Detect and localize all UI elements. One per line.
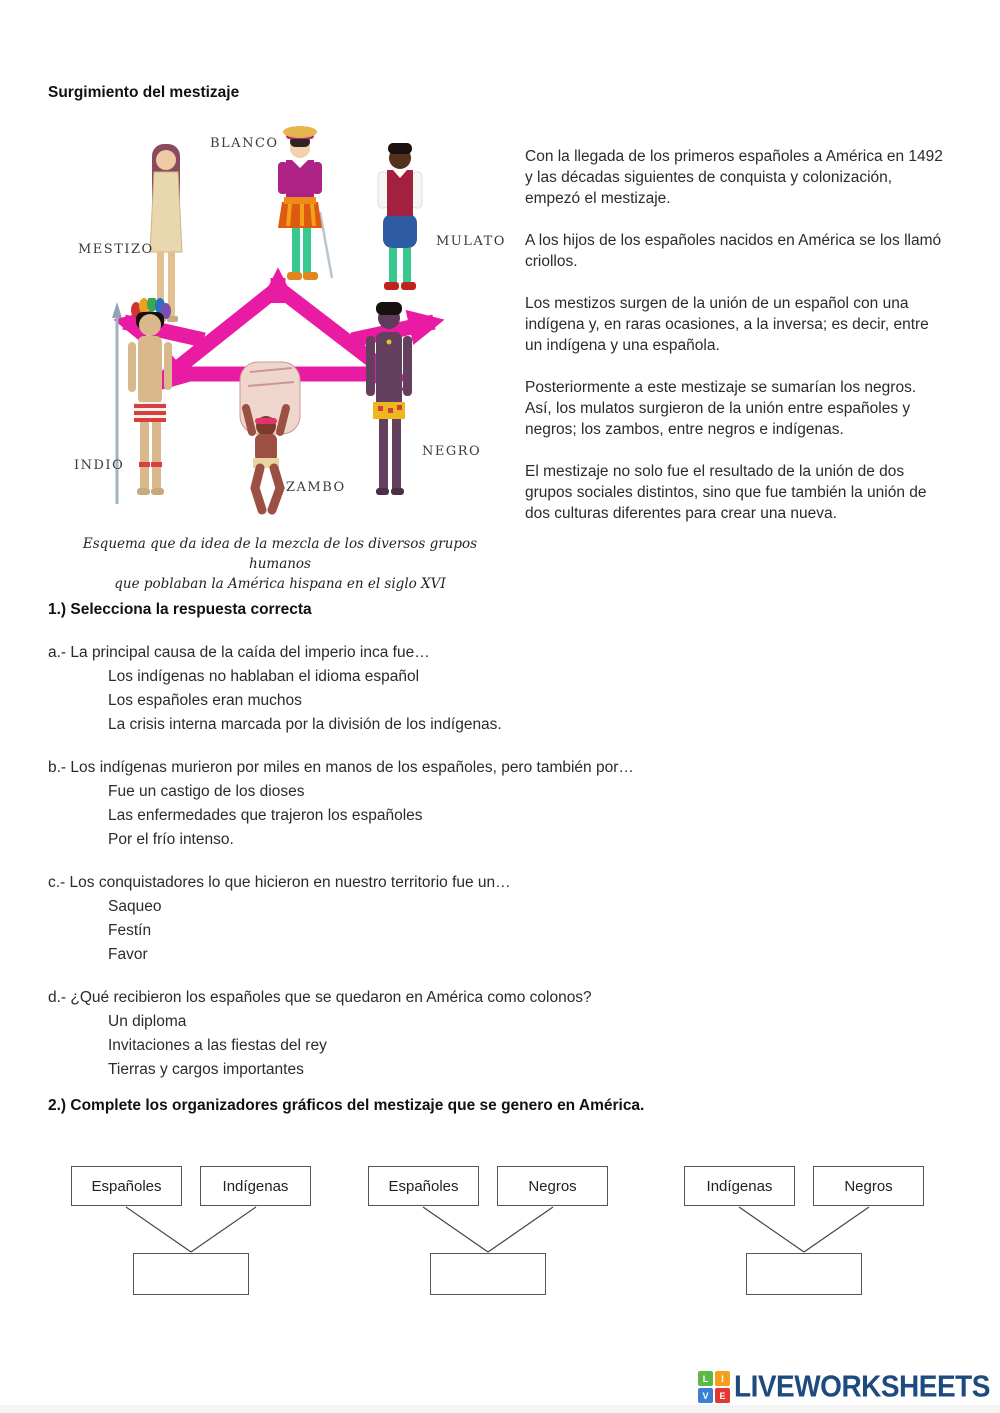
liveworksheets-grid-icon [698,1371,730,1403]
label-zambo: ZAMBO [286,480,346,495]
question-a-option[interactable]: La crisis interna marcada por la división de los indígenas. [108,716,502,733]
question-b-option[interactable]: Fue un castigo de los dioses [108,783,305,800]
question-a-option[interactable]: Los españoles eran muchos [108,692,302,709]
organizer-top-row [68,1166,314,1206]
diagram-caption-line1: Esquema que da idea de la mezcla de los diversos grupos humanos [82,536,478,572]
question-d-label: d.- ¿Qué recibieron los españoles que se quedaron en América como colonos? [48,989,592,1006]
logo-square-e: E [715,1388,730,1403]
question-b [48,756,948,852]
question-c-option[interactable]: Festín [108,922,152,939]
organizer-top-row [365,1166,611,1206]
page-bottom-edge [0,1405,1000,1413]
organizer-connector-lines [365,1206,611,1253]
organizer-box-right: Negros [497,1166,608,1206]
question-b-label: b.- Los indígenas murieron por miles en manos de los españoles, pero también por… [48,759,634,776]
organizer-answer-box[interactable] [133,1253,249,1295]
question-2-heading: 2.) Complete los organizadores gráficos del mestizaje que se genero en América. [48,1097,645,1114]
logo-square-i: I [715,1371,730,1386]
logo-square-v: V [698,1388,713,1403]
logo-square-l: L [698,1371,713,1386]
question-c-option[interactable]: Favor [108,946,148,963]
label-indio: INDIO [74,458,125,473]
mestizaje-diagram [60,112,506,592]
liveworksheets-wordmark: LIVEWORKSHEETS [734,1369,990,1404]
question-d-option[interactable]: Un diploma [108,1013,187,1030]
page-title: Surgimiento del mestizaje [48,84,240,101]
intro-paragraph: A los hijos de los españoles nacidos en América se los llamó criollos. [525,232,942,270]
intro-paragraph: Con la llegada de los primeros españoles a América en 1492 y las décadas siguientes de conquista y colonización, empezó el mestizaje. [525,148,943,207]
diagram-caption-line2: que poblaban la América hispana en el siglo XVI [114,576,446,592]
liveworksheets-logo [698,1371,990,1403]
organizer-box-right: Indígenas [200,1166,311,1206]
label-negro: NEGRO [422,444,482,459]
negro-figure [354,300,426,502]
question-d-option[interactable]: Invitaciones a las fiestas del rey [108,1037,327,1054]
organizer-box-left: Indígenas [684,1166,795,1206]
organizer-box-left: Españoles [368,1166,479,1206]
label-mulato: MULATO [436,234,506,249]
mulato-figure [365,140,435,306]
diagram-caption [60,534,500,594]
organizer-answer-box[interactable] [430,1253,546,1295]
question-a-label: a.- La principal causa de la caída del imperio inca fue… [48,644,430,661]
question-c-option[interactable]: Saqueo [108,898,162,915]
question-b-option[interactable]: Por el frío intenso. [108,831,234,848]
indio-figure [104,298,196,510]
question-d [48,986,948,1082]
organizer-espanoles-negros [365,1166,611,1302]
question-1-section [48,601,948,1101]
label-mestizo: MESTIZO [78,242,154,257]
question-1-heading: 1.) Selecciona la respuesta correcta [48,601,312,618]
intro-paragraph: El mestizaje no solo fue el resultado de la unión de dos grupos sociales distintos, sino que fue también la unión de dos culturas diferentes para crear una nueva. [525,463,927,522]
intro-paragraph: Posteriormente a este mestizaje se sumarían los negros. Así, los mulatos surgieron de la unión entre españoles y negros; los zambos, entre negros e indígenas. [525,379,917,438]
question-d-option[interactable]: Tierras y cargos importantes [108,1061,304,1078]
intro-paragraph: Los mestizos surgen de la unión de un español con una indígena y, en raras ocasiones, a la inversa; es decir, entre un indígena y una española. [525,295,929,354]
organizer-box-left: Españoles [71,1166,182,1206]
organizer-answer-box[interactable] [746,1253,862,1295]
organizer-top-row [681,1166,927,1206]
label-blanco: BLANCO [210,136,279,151]
organizer-connector-lines [681,1206,927,1253]
organizer-connector-lines [68,1206,314,1253]
question-c [48,871,948,967]
intro-text-column [525,146,945,545]
question-c-label: c.- Los conquistadores lo que hicieron en nuestro territorio fue un… [48,874,511,891]
organizer-box-right: Negros [813,1166,924,1206]
organizer-indigenas-negros [681,1166,927,1302]
question-a [48,641,948,737]
organizer-espanoles-indigenas [68,1166,314,1302]
question-a-option[interactable]: Los indígenas no hablaban el idioma español [108,668,420,685]
question-b-option[interactable]: Las enfermedades que trajeron los españoles [108,807,423,824]
